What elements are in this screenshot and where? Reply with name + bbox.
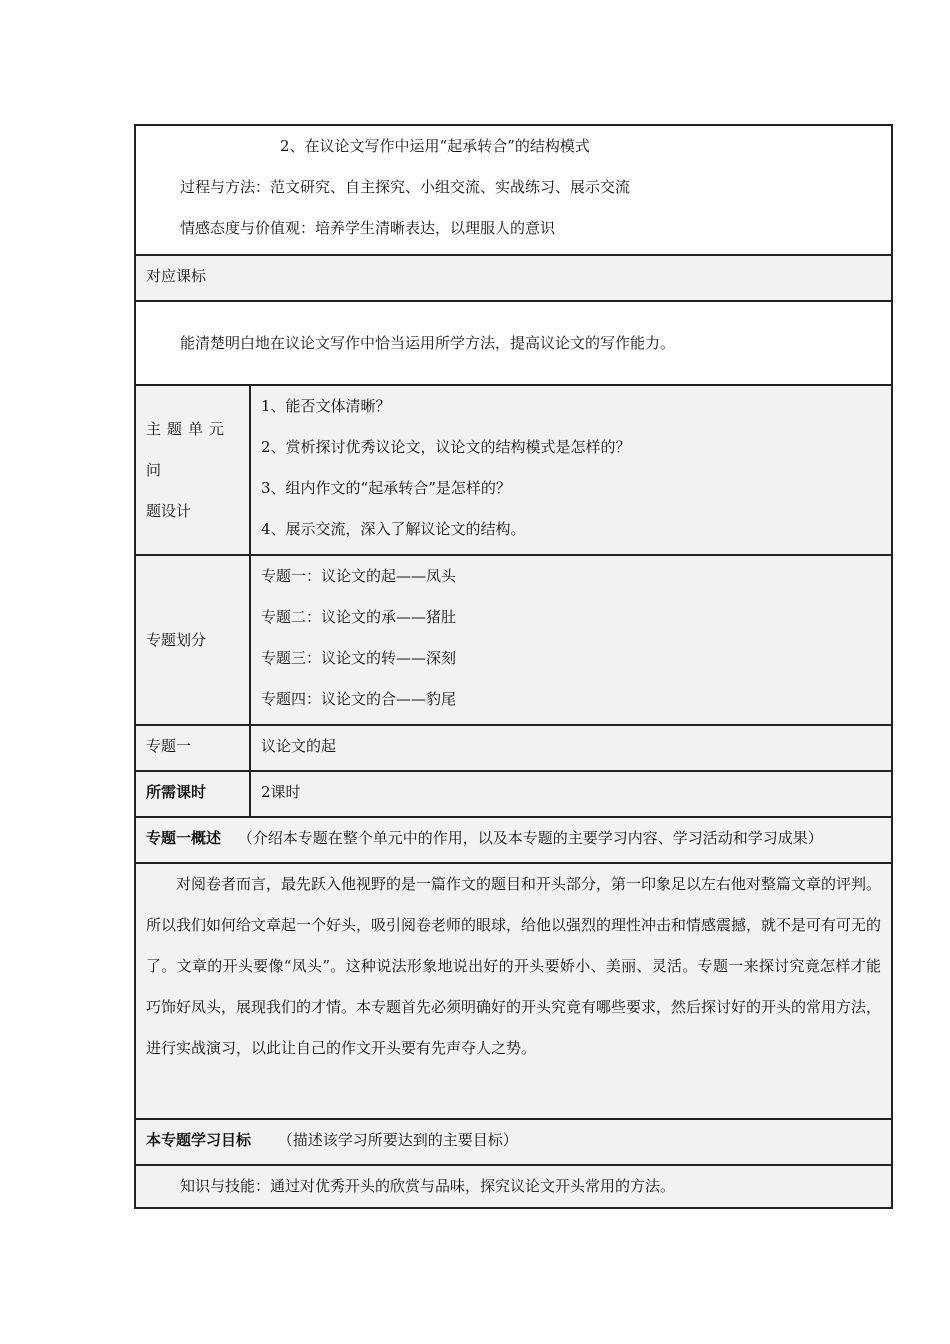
topic-division-label: 专题划分 xyxy=(146,630,207,649)
goals-header-row xyxy=(135,1119,892,1165)
objectives-row xyxy=(135,125,892,255)
topic-item: 专题二：议论文的承——猪肚 xyxy=(261,608,457,626)
standards-text: 能清楚明白地在议论文写作中恰当运用所学方法，提高议论文的写作能力。 xyxy=(180,333,676,352)
goals-hint: （描述该学习所要达到的主要目标） xyxy=(277,1131,518,1149)
goals-knowledge-text: 知识与技能：通过对优秀开头的欣赏与品味，探究议论文开头常用的方法。 xyxy=(180,1177,676,1195)
objective-process-methods: 过程与方法：范文研究、自主探究、小组交流、实战练习、展示交流 xyxy=(180,178,631,196)
class-hours-label: 所需课时 xyxy=(146,783,207,801)
lesson-plan-table xyxy=(134,124,893,1209)
unit-questions-label-1: 主题单元问 xyxy=(146,419,231,479)
topic-item: 专题四：议论文的合——豹尾 xyxy=(261,690,457,708)
unit-question-item: 3、组内作文的“起承转合”是怎样的？ xyxy=(261,479,511,497)
overview-text-row xyxy=(135,863,892,1119)
topic-item: 专题一：议论文的起——凤头 xyxy=(261,567,457,585)
topic-item: 专题三：议论文的转——深刻 xyxy=(261,649,457,667)
class-hours-value: 2课时 xyxy=(261,783,301,801)
class-hours-row xyxy=(135,771,892,817)
standards-header: 对应课标 xyxy=(146,267,207,285)
overview-label: 专题一概述 xyxy=(146,829,222,847)
unit-question-item: 2、赏析探讨优秀议论文，议论文的结构模式是怎样的？ xyxy=(261,438,631,456)
unit-questions-label-2: 题设计 xyxy=(146,501,192,520)
unit-question-item: 4、展示交流，深入了解议论文的结构。 xyxy=(261,520,526,538)
standards-text-row xyxy=(135,301,892,385)
overview-header-row xyxy=(135,817,892,863)
topic-one-row xyxy=(135,725,892,771)
topic-division-row xyxy=(135,555,892,725)
overview-text: 对阅卷者而言，最先跃入他视野的是一篇作文的题目和开头部分，第一印象足以左右他对整篇文章的评判。所以我们如何给文章起一个好头，吸引阅卷老师的眼球，给他以强烈的理性冲击和情感震撼，就不是可有可无的了。文章的开头要像“凤头”。这种说法形象地说出好的开头要娇小、美丽、灵活。专题一来探讨究竟怎样才能巧饰好凤头，展现我们的才情。本专题首先必须明确好的开头究竟有哪些要求，然后探讨好的开头的常用方法，进行实战演习，以此让自己的作文开头要有先声夺人之势。 xyxy=(146,875,882,1057)
topic-one-value: 议论文的起 xyxy=(261,737,337,755)
topic-one-label: 专题一 xyxy=(146,737,192,755)
unit-question-item: 1、能否文体清晰？ xyxy=(261,397,391,415)
goals-knowledge-row xyxy=(135,1165,892,1208)
standards-header-row xyxy=(135,255,892,301)
overview-hint: （介绍本专题在整个单元中的作用，以及本专题的主要学习内容、学习活动和学习成果） xyxy=(237,829,823,847)
objective-line-1: 2、在议论文写作中运用“起承转合”的结构模式 xyxy=(280,137,590,155)
goals-label: 本专题学习目标 xyxy=(146,1131,252,1149)
unit-questions-row xyxy=(135,385,892,555)
objective-attitude-values: 情感态度与价值观：培养学生清晰表达，以理服人的意识 xyxy=(180,219,556,237)
